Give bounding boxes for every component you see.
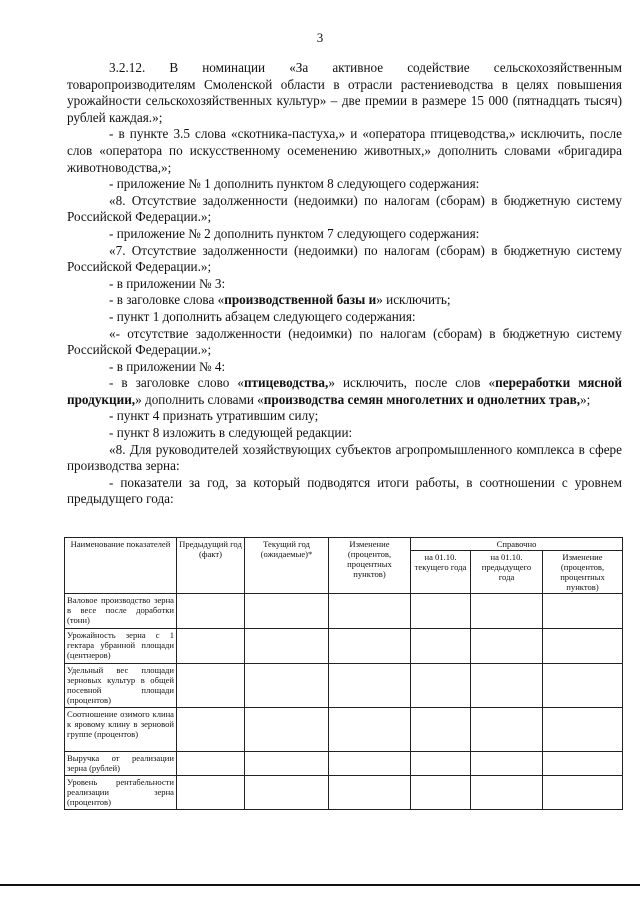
row-label: Валовое производство зерна в весе после доработки (тонн): [65, 594, 177, 629]
paragraph-appendix-3-item-1-text: «- отсутствие задолженности (недоимки) по налогам (сборам) в бюджетную систему Российской Федерации.»;: [67, 325, 622, 358]
row-label: Уровень рентабельности реализации зерна (процентов): [65, 776, 177, 810]
table-row: [65, 752, 623, 776]
header-ref-current: на 01.10. текущего года: [411, 551, 471, 594]
indicators-table: [64, 537, 623, 810]
header-name: Наименование показателей: [65, 538, 177, 594]
paragraph-appendix-3: - в приложении № 3:: [109, 275, 226, 291]
header-prev-year: Предыдущий год (факт): [177, 538, 245, 594]
table-row: [65, 664, 623, 708]
paragraph-appendix-2-item-7: «7. Отсутствие задолженности (недоимки) по налогам (сборам) в бюджетную систему Российской Федерации.»;: [67, 242, 622, 275]
paragraph-appendix-3-item-1: - пункт 1 дополнить абзацем следующего содержания:: [109, 308, 416, 324]
row-label: Удельный вес площади зерновых культур в общей посевной площади (процентов): [65, 664, 177, 708]
paragraph-appendix-4: - в приложении № 4:: [109, 358, 226, 374]
paragraph-appendix-4-item-4: - пункт 4 признать утратившим силу;: [109, 408, 319, 424]
paragraph-item-3-5: - в пункте 3.5 слова «скотника-пастуха,» и «оператора птицеводства,» исключить, после слов «оператора по искусственному осеменению животных,» дополнить словами «бригадира животноводства,»;: [67, 126, 622, 175]
header-ref-change: Изменение (процентов, процентных пунктов): [543, 551, 623, 594]
table-row: [65, 708, 623, 752]
header-ref-previous: на 01.10. предыдущего года: [471, 551, 543, 594]
paragraph-appendix-4-heading: - в заголовке слово «птицеводства,» исключить, после слов «переработки мясной продукции,» дополнить словами «производства семян многолетних и однолетних трав,»;: [67, 375, 622, 407]
table-row: [65, 776, 623, 810]
header-reference: Справочно: [411, 538, 623, 551]
paragraph-appendix-1-item-8: «8. Отсутствие задолженности (недоимки) по налогам (сборам) в бюджетную систему Российской Федерации.»;: [67, 192, 622, 225]
row-label: Выручка от реализации зерна (рублей): [65, 752, 177, 776]
table-row: [65, 594, 623, 629]
paragraph-item-8-text: «8. Для руководителей хозяйствующих субъектов агропромышленного комплекса в сфере производства зерна:: [67, 441, 622, 474]
paragraph-appendix-1: - приложение № 1 дополнить пунктом 8 следующего содержания:: [109, 176, 480, 192]
paragraph-appendix-4-item-8: - пункт 8 изложить в следующей редакции:: [109, 425, 353, 441]
page-number: 3: [316, 30, 324, 45]
row-label: Урожайность зерна с 1 гектара убранной площади (центнеров): [65, 629, 177, 664]
row-label: Соотношение озимого клина к яровому клину в зерновой группе (процентов): [65, 708, 177, 752]
document-body: [67, 60, 622, 508]
paragraph-appendix-3-heading: - в заголовке слова «производственной базы и» исключить;: [109, 292, 451, 308]
table-row: [65, 629, 623, 664]
header-change: Изменение (процентов, процентных пунктов): [329, 538, 411, 594]
header-current-year: Текущий год (ожидаемые)*: [245, 538, 329, 594]
page-bottom-rule: [0, 884, 640, 886]
paragraph-indicators: - показатели за год, за который подводятся итоги работы, в соотношении с уровнем предыдущего года:: [67, 474, 622, 507]
paragraph-appendix-2: - приложение № 2 дополнить пунктом 7 следующего содержания:: [109, 225, 480, 241]
paragraph-nomination: 3.2.12. В номинации «За активное содействие сельскохозяйственным товаропроизводителям Смоленской области в отрасли растениеводства в целях повышения урожайности сельскохозяйственных культур» – две премии в размере 15 000 (пятнадцать тысяч) рублей каждая.»;: [67, 60, 622, 125]
